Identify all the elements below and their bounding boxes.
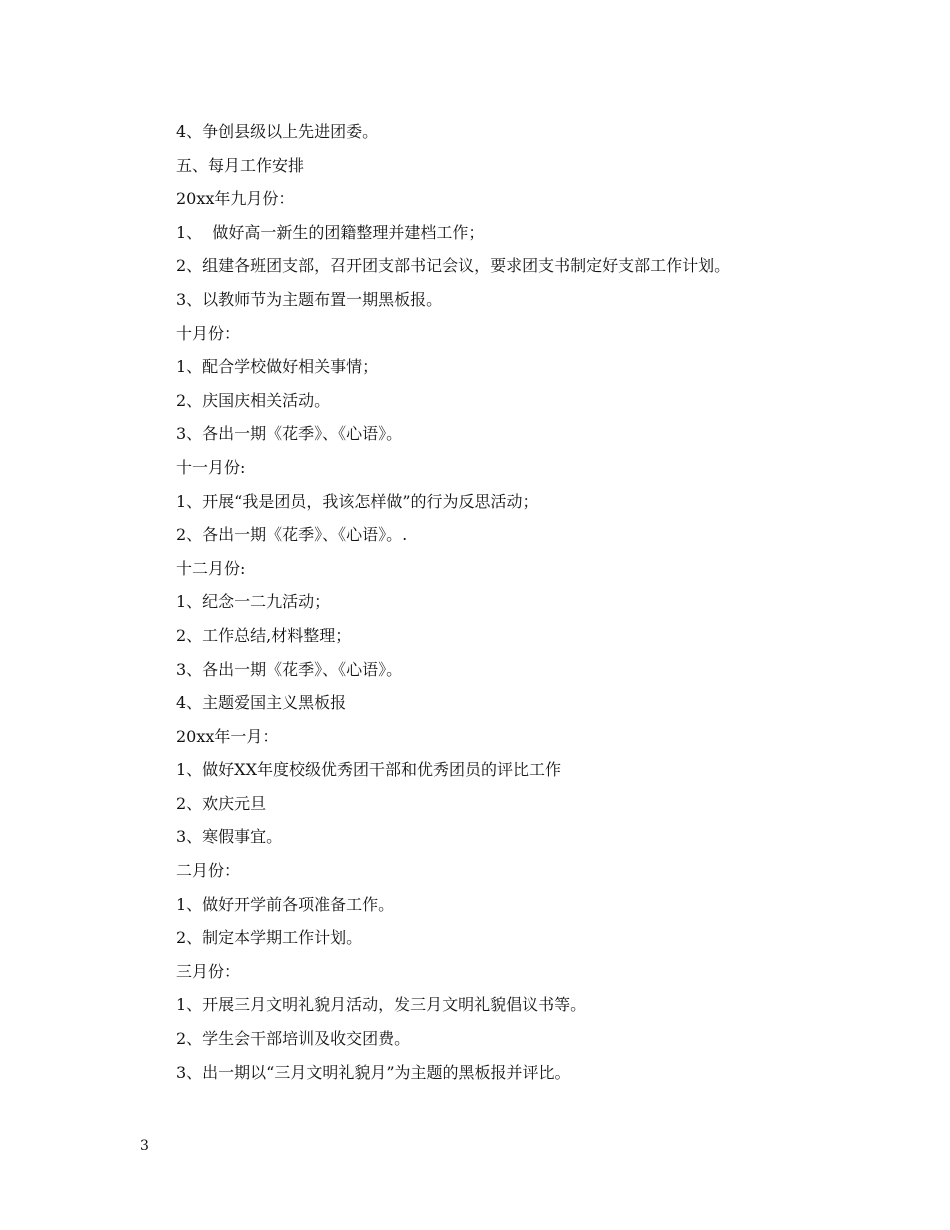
text-line: 3、寒假事宜。 bbox=[176, 827, 283, 847]
text-line: 2、制定本学期工作计划。 bbox=[176, 928, 363, 948]
month-heading: 20xx年九月份： bbox=[176, 189, 295, 209]
section-heading: 五、每月工作安排 bbox=[176, 155, 305, 175]
text-line: 1、纪念一二九活动； bbox=[176, 592, 331, 612]
text-line: 3、各出一期《花季》、《心语》。 bbox=[176, 424, 403, 444]
month-heading: 十一月份: bbox=[176, 457, 246, 477]
text-line: 4、争创县级以上先进团委。 bbox=[176, 122, 379, 141]
text-line: 2、组建各班团支部，召开团支部书记会议，要求团支书制定好支部工作计划。 bbox=[176, 256, 731, 276]
text-line: 2、工作总结,材料整理； bbox=[176, 625, 352, 645]
text-line: 1、 做好高一新生的团籍整理并建档工作； bbox=[176, 222, 485, 242]
month-heading: 二月份： bbox=[176, 861, 241, 881]
text-line: 2、庆国庆相关活动。 bbox=[176, 390, 331, 410]
page-number: 3 bbox=[140, 1138, 149, 1154]
text-line: 4、主题爱国主义黑板报 bbox=[176, 693, 347, 713]
text-line: 3、出一期以“三月文明礼貌月”为主题的黑板报并评比。 bbox=[176, 1062, 571, 1082]
text-line: 1、开展“我是团员，我该怎样做”的行为反思活动； bbox=[176, 491, 539, 511]
text-line: 2、欢庆元旦 bbox=[176, 793, 267, 813]
text-line: 1、做好开学前各项准备工作。 bbox=[176, 894, 395, 914]
text-line: 3、各出一期《花季》、《心语》。 bbox=[176, 659, 403, 679]
text-line: 3、以教师节为主题布置一期黑板报。 bbox=[176, 289, 443, 309]
month-heading: 20xx年一月： bbox=[176, 726, 279, 746]
month-heading: 十月份： bbox=[176, 323, 241, 343]
text-line: 1、做好XX年度校级优秀团干部和优秀团员的评比工作 bbox=[176, 760, 561, 780]
text-line: 2、学生会干部培训及收交团费。 bbox=[176, 1029, 411, 1049]
document-body bbox=[176, 115, 856, 1089]
text-line: 2、各出一期《花季》、《心语》。. bbox=[176, 525, 408, 545]
text-line: 1、开展三月文明礼貌月活动，发三月文明礼貌倡议书等。 bbox=[176, 995, 587, 1015]
month-heading: 十二月份: bbox=[176, 558, 246, 578]
month-heading: 三月份： bbox=[176, 961, 241, 981]
text-line: 1、配合学校做好相关事情； bbox=[176, 357, 379, 377]
